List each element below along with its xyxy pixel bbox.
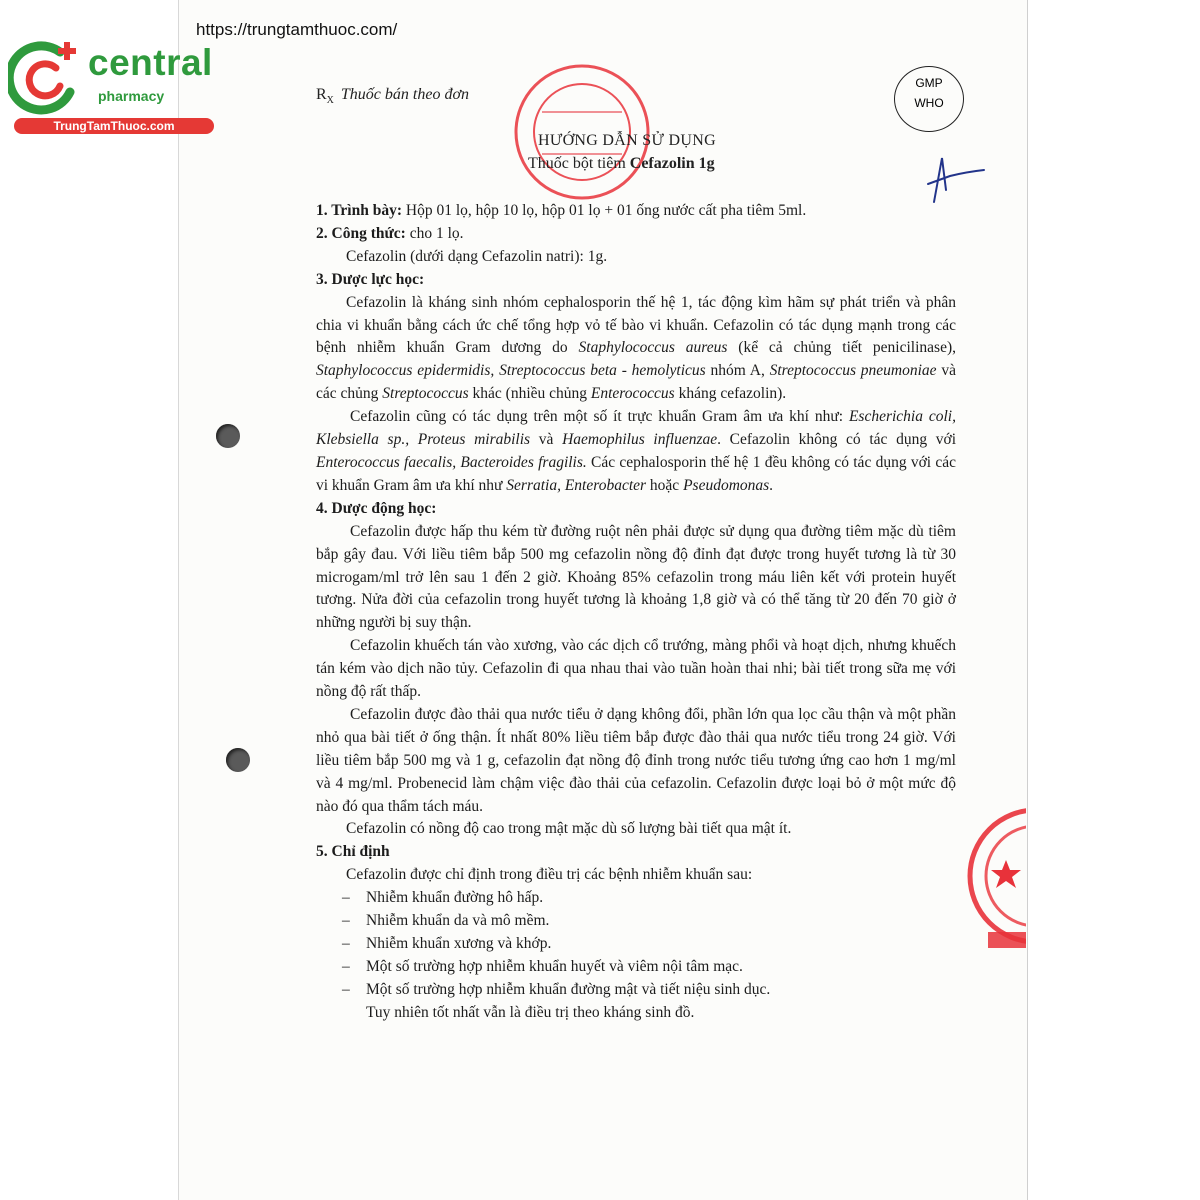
pharmacy-logo-icon bbox=[8, 40, 88, 120]
red-seal-partial bbox=[966, 800, 1026, 952]
list-item bbox=[316, 910, 956, 933]
list-item-text: Nhiễm khuẩn đường hô hấp. bbox=[366, 889, 544, 907]
indication-list bbox=[316, 887, 956, 1002]
paragraph bbox=[316, 406, 956, 498]
punch-hole bbox=[226, 748, 250, 772]
who-text: WHO bbox=[914, 96, 944, 110]
rx-label bbox=[316, 86, 469, 106]
text-run: khác (nhiều chủng bbox=[468, 385, 591, 403]
list-item-text: Một số trường hợp nhiễm khuẩn huyết và viêm nội tâm mạc. bbox=[366, 957, 743, 975]
product-title bbox=[528, 155, 715, 173]
section-text: Hộp 01 lọ, hộp 10 lọ, hộp 01 lọ + 01 ống nước cất pha tiêm 5ml. bbox=[402, 202, 807, 219]
text-run: Cefazolin là kháng sinh nhóm cephalosporin thế hệ 1, tác động kìm hãm sự phát triển và phân chia vi khuẩn bằng cách ức chế tổng hợp vỏ tế bào vi khuẩn. Cefazolin có tác dụng mạnh trong các bệnh nhiễm khuẩn Gram dương do bbox=[316, 293, 956, 357]
paragraph: Cefazolin có nồng độ cao trong mật mặc dù số lượng bài tiết qua mật ít. bbox=[346, 820, 792, 838]
logo-name: central bbox=[88, 42, 213, 83]
text-run: hoặc bbox=[646, 476, 684, 494]
section-text: cho 1 lọ. bbox=[405, 224, 464, 242]
text-run: và các chủng bbox=[316, 362, 956, 403]
species-name: Staphylococcus epidermidis, Streptococcus beta - hemolyticus bbox=[316, 362, 706, 380]
text-run: Cefazolin cũng có tác dụng trên một số ít trực khuẩn Gram âm ưa khí như: bbox=[350, 408, 849, 426]
paragraph: Cefazolin khuếch tán vào xương, vào các dịch cổ trướng, màng phổi và hoạt dịch, nhưng khuếch tán kém vào dịch não tủy. Cefazolin đi qua nhau thai vào tuần hoàn thai nhi; bài tiết trong sữa mẹ với nồng độ rất thấp. bbox=[316, 637, 956, 701]
section-heading: 4. Dược động học: bbox=[316, 499, 437, 517]
dash: – bbox=[342, 912, 350, 930]
watermark-url[interactable]: https://trungtamthuoc.com/ bbox=[196, 20, 398, 39]
species-name: Pseudomonas bbox=[683, 476, 770, 494]
logo-site: TrungTamThuoc.com bbox=[14, 118, 214, 134]
indication-note: Tuy nhiên tốt nhất vẫn là điều trị theo kháng sinh đồ. bbox=[366, 1003, 695, 1021]
gmp-who-badge bbox=[894, 66, 964, 132]
rx-text: Thuốc bán theo đơn bbox=[340, 86, 469, 103]
dash: – bbox=[342, 980, 350, 998]
list-item-text: Nhiễm khuẩn da và mô mềm. bbox=[366, 912, 550, 930]
text-run: (kể cả chủng tiết penicilinase), bbox=[727, 339, 956, 357]
gmp-text: GMP bbox=[915, 76, 943, 90]
section-presentation bbox=[316, 200, 956, 223]
species-name: Streptococcus bbox=[382, 385, 469, 403]
paragraph bbox=[316, 292, 956, 407]
logo-sub: pharmacy bbox=[98, 88, 165, 104]
document-title: HƯỚNG DẪN SỬ DỤNG bbox=[538, 132, 716, 149]
product-name: Cefazolin 1g bbox=[629, 155, 715, 172]
document-body bbox=[316, 200, 956, 1025]
dash: – bbox=[342, 935, 350, 952]
text-run: nhóm A, bbox=[705, 362, 770, 380]
text-run: Các cephalosporin thế hệ 1 đều không có tác dụng với các vi khuẩn Gram âm ưa khí như bbox=[316, 453, 956, 494]
rx-symbol: R bbox=[316, 86, 327, 103]
dash: – bbox=[342, 889, 350, 907]
text-run: . bbox=[769, 476, 774, 494]
indication-intro: Cefazolin được chỉ định trong điều trị các bệnh nhiễm khuẩn sau: bbox=[346, 866, 753, 884]
dash: – bbox=[342, 957, 350, 975]
list-item-text: Nhiễm khuẩn xương và khớp. bbox=[366, 935, 552, 952]
rx-sub: X bbox=[326, 95, 334, 107]
species-name: Haemophilus influenzae bbox=[562, 431, 718, 449]
paragraph: Cefazolin được hấp thu kém từ đường ruột nên phải được sử dụng qua đường tiêm mặc dù tiêm bắp gây đau. Với liều tiêm bắp 500 mg cefazolin nồng độ đỉnh đạt được trong huyết tương là từ 30 microgam/ml trở lên sau 1 đến 2 giờ. Khoảng 85% cefazolin trong máu liên kết với protein huyết tương. Nửa đời của cefazolin trong huyết tương là khoảng 1,8 giờ và có thể tăng từ 20 đến 70 giờ ở những người bị suy thận. bbox=[316, 522, 956, 632]
list-item bbox=[316, 887, 956, 910]
species-name: Staphylococcus aureus bbox=[578, 339, 728, 357]
species-name: Streptococcus pneumoniae bbox=[769, 362, 937, 380]
species-name: Enterococcus bbox=[590, 385, 675, 403]
list-item bbox=[316, 933, 956, 956]
section-heading: 1. Trình bày: bbox=[316, 202, 402, 219]
product-title-prefix: Thuốc bột tiêm bbox=[528, 155, 630, 172]
paragraph: Cefazolin được đào thải qua nước tiểu ở dạng không đổi, phần lớn qua lọc cầu thận và một phần nhỏ qua bài tiết ở ống thận. Ít nhất 80% liều tiêm bắp được đào thải qua nước tiểu trong 24 giờ. Với liều tiêm bắp 500 mg và 1 g, cefazolin đạt nồng độ đỉnh trong nước tiểu tương ứng cao hơn 1 mg/ml và 4 mg/ml. Probenecid làm chậm việc đào thải của cefazolin. Cefazolin được loại bỏ ở một mức độ nào đó qua thẩm tách máu. bbox=[316, 705, 956, 815]
species-name: Escherichia coli, Klebsiella sp., Proteus mirabilis bbox=[316, 408, 956, 449]
list-item bbox=[316, 956, 956, 979]
section-heading: 5. Chỉ định bbox=[316, 843, 390, 861]
section-heading: 2. Công thức: bbox=[316, 224, 406, 242]
species-name: Enterococcus faecalis, Bacteroides fragilis. bbox=[316, 453, 587, 471]
text-run: kháng cefazolin). bbox=[674, 385, 787, 403]
species-name: Serratia, Enterobacter bbox=[506, 476, 647, 494]
watermark-logo[interactable] bbox=[8, 38, 214, 138]
formula-line: Cefazolin (dưới dạng Cefazolin natri): 1g. bbox=[346, 247, 608, 265]
text-run: và bbox=[530, 431, 563, 449]
section-formula bbox=[316, 223, 956, 246]
section-heading: 3. Dược lực học: bbox=[316, 270, 425, 288]
punch-hole bbox=[216, 424, 240, 448]
list-item-text: Một số trường hợp nhiễm khuẩn đường mật và tiết niệu sinh dục. bbox=[366, 980, 771, 998]
list-item bbox=[316, 979, 956, 1002]
text-run: . Cefazolin không có tác dụng với bbox=[717, 431, 957, 449]
